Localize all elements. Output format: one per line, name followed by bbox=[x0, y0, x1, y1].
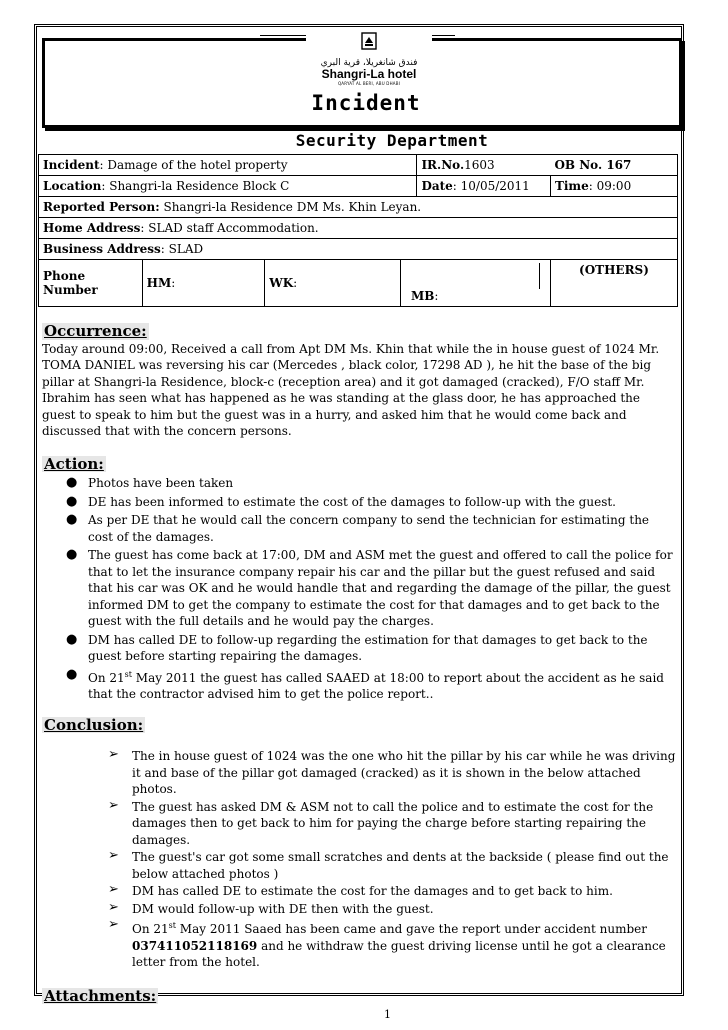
department-title: Security Department bbox=[295, 131, 489, 150]
home-address-row bbox=[39, 218, 678, 239]
bullet-icon: ● bbox=[66, 475, 78, 490]
incident-label: Incident bbox=[43, 158, 100, 172]
list-item: ➢ On 21st May 2011 Saaed has been came and gave the report under accident number 037411052118169 and he withdraw the guest driving license until he got a clearance letter from the hotel. bbox=[108, 917, 666, 969]
bullet-icon: ● bbox=[66, 493, 78, 509]
home-address-cell bbox=[39, 218, 678, 239]
business-address-row bbox=[39, 239, 678, 260]
arrow-bullet-icon: ➢ bbox=[108, 899, 119, 915]
incident-cell bbox=[39, 155, 417, 176]
report-body bbox=[42, 323, 676, 1005]
date-value: : 10/05/2011 bbox=[452, 179, 530, 193]
action-list bbox=[42, 475, 676, 703]
logo-name: Shangri-La hotel bbox=[321, 67, 417, 81]
list-item: ➢ DM has called DE to estimate the cost for the damages and to get back to him. bbox=[108, 882, 613, 898]
arrow-bullet-icon: ➢ bbox=[108, 848, 119, 863]
hm-label: HM bbox=[146, 276, 172, 290]
others-label: (OTHERS) bbox=[579, 263, 649, 277]
incident-value: : Damage of the hotel property bbox=[99, 158, 288, 172]
list-item: ➢ DM would follow-up with DE then with the guest. bbox=[108, 899, 434, 916]
time-value: : 09:00 bbox=[588, 179, 632, 193]
date-label: Date bbox=[421, 179, 453, 193]
hm-cell: HM: bbox=[142, 260, 265, 307]
phone-row bbox=[39, 260, 678, 307]
conclusion-list bbox=[42, 748, 676, 971]
ir-value: 1603 bbox=[464, 158, 495, 172]
attachments-heading: Attachments: bbox=[44, 986, 157, 1005]
mb-label: MB bbox=[410, 289, 435, 303]
business-address-value: : SLAD bbox=[160, 242, 204, 256]
others-cell bbox=[550, 260, 677, 307]
page-number: 1 bbox=[384, 1008, 391, 1021]
list-item: ● DM has called DE to follow-up regarding the estimation for that damages to get back to the guest before starting repairing the damages. bbox=[66, 631, 648, 663]
reported-label: Reported Person: bbox=[43, 200, 160, 214]
list-item: ➢ The guest's car got some small scratches and dents at the backside ( please find out the below attached photos ) bbox=[108, 848, 669, 881]
reported-row bbox=[39, 197, 678, 218]
logo-location: QARYAT AL BERI, ABU DHABI bbox=[337, 81, 401, 86]
list-item: ● The guest has come back at 17:00, DM and ASM met the guest and offered to call the police for that to let the insurance company repair his car and the pillar but the guest refused and said that his car was OK and he would handle that and regarding the damage of the pillar, the guest informed DM to get the company to estimate the cost for that damages and to get back to the guest with the full details and he would pay the charges. bbox=[66, 547, 673, 628]
arrow-bullet-icon: ➢ bbox=[108, 917, 119, 932]
wk-cell: WK: bbox=[265, 260, 401, 307]
ob-cell bbox=[550, 155, 677, 176]
business-address-cell bbox=[39, 239, 678, 260]
conclusion-heading: Conclusion: bbox=[44, 715, 144, 734]
ir-label: IR.No. bbox=[421, 158, 465, 172]
mb-cell: MB: bbox=[400, 260, 550, 307]
incident-info-table bbox=[38, 154, 678, 307]
home-address-label: Home Address bbox=[43, 221, 141, 235]
occurrence-text: Today around 09:00, Received a call from Apt DM Ms. Khin that while the in house guest of 1024 Mr. TOMA DANIEL was reversing his car (Mercedes , black color, 17298 AD ), he hit the base of the big pillar at Shangri-la Residence, block-c (reception area) and it got damaged (cracked), F/O staff Mr. Ibrahim has seen what has happened as he was standing at the glass door, he has approached the guest to speak to him but the guest was in a hurry, and asked him that he would come back and discussed that with the concern persons. bbox=[42, 341, 660, 438]
ob-label: OB No. 167 bbox=[554, 158, 632, 172]
bullet-icon: ● bbox=[66, 547, 78, 562]
document-title: Incident bbox=[296, 91, 436, 115]
list-item: ● As per DE that he would call the concern company to send the technician for estimating the cost of the damages. bbox=[66, 512, 650, 544]
date-cell bbox=[417, 176, 551, 197]
accident-number: 037411052118169 bbox=[132, 938, 258, 953]
list-item: ● Photos have been taken bbox=[66, 475, 234, 490]
bullet-icon: ● bbox=[66, 512, 78, 527]
action-heading: Action: bbox=[44, 454, 104, 473]
logo-arabic-text: فندق شانغريلا، قرية البري bbox=[320, 58, 418, 68]
location-value: : Shangri-la Residence Block C bbox=[101, 179, 290, 193]
home-address-value: : SLAD staff Accommodation. bbox=[140, 221, 319, 235]
occurrence-heading: Occurrence: bbox=[44, 322, 147, 340]
arrow-bullet-icon: ➢ bbox=[108, 882, 119, 897]
time-label: Time bbox=[554, 179, 589, 193]
wk-label: WK bbox=[269, 276, 294, 290]
incident-row bbox=[39, 155, 678, 176]
arrow-bullet-icon: ➢ bbox=[108, 747, 119, 762]
reported-value: Shangri-la Residence DM Ms. Khin Leyan. bbox=[159, 200, 422, 214]
bullet-icon: ● bbox=[66, 631, 78, 647]
bullet-icon: ● bbox=[66, 666, 78, 682]
location-cell bbox=[39, 176, 417, 197]
list-item: ● DE has been informed to estimate the cost of the damages to follow-up with the guest. bbox=[66, 493, 616, 509]
location-row bbox=[39, 176, 678, 197]
phone-cell bbox=[39, 260, 143, 307]
list-item: ● On 21st May 2011 the guest has called SAAED at 18:00 to report about the accident as he said that the contractor advised him to get the police report.. bbox=[66, 666, 664, 701]
list-item: ➢ The guest has asked DM & ASM not to call the police and to estimate the cost for the damages then to get back to him for paying the charge before starting repairing the damages. bbox=[108, 797, 654, 847]
ir-cell bbox=[417, 155, 551, 176]
logo-emblem-icon bbox=[361, 32, 377, 50]
phone-label: Phone Number bbox=[43, 269, 98, 297]
arrow-bullet-icon: ➢ bbox=[108, 797, 119, 813]
time-cell bbox=[550, 176, 677, 197]
location-label: Location bbox=[43, 179, 102, 193]
list-item: ➢ The in house guest of 1024 was the one who hit the pillar by his car while he was driving it and base of the pillar got damaged (cracked) as it is shown in the below attached photos. bbox=[108, 747, 676, 796]
business-address-label: Business Address bbox=[43, 242, 161, 256]
reported-cell bbox=[39, 197, 678, 218]
